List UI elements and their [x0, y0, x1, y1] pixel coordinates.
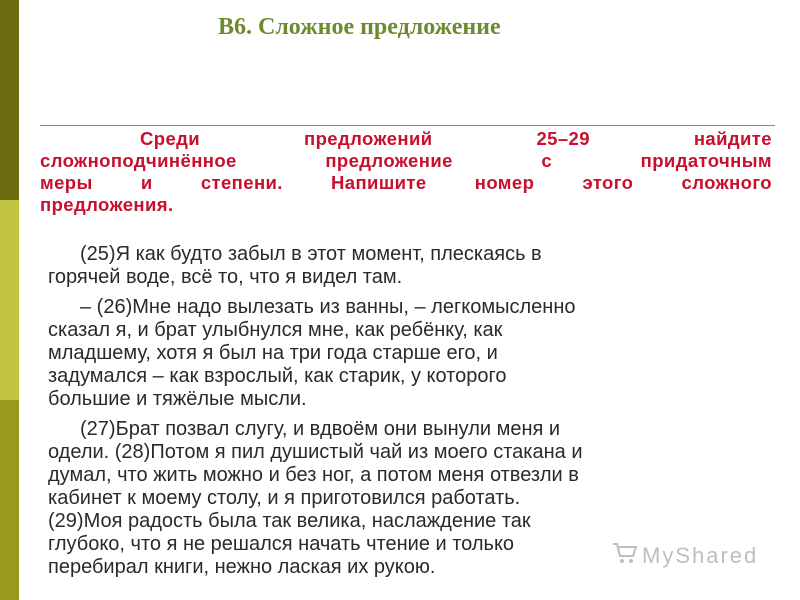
passage-line: кабинет к моему столу, и я приготовился работать.	[48, 487, 521, 509]
task-line-4	[40, 194, 772, 216]
passage-line: глубоко, что я не решался начать чтение и только	[48, 533, 515, 555]
task-word: 25–29	[536, 128, 590, 149]
task-text	[40, 128, 772, 216]
cart-icon	[612, 541, 638, 570]
task-word: Напишите	[331, 172, 427, 193]
task-word: предложение	[325, 150, 453, 171]
task-word: этого	[582, 172, 634, 193]
task-word: предложений	[304, 128, 433, 149]
text-passage	[48, 243, 778, 579]
task-word: предложения.	[40, 194, 174, 215]
task-word: Среди	[140, 128, 201, 149]
passage-line: – (26)Мне надо вылезать из ванны, – легкомысленно	[80, 296, 576, 318]
passage-line: младшему, хотя я был на три года старше его, и	[48, 342, 498, 364]
task-line-2	[40, 150, 772, 172]
task-word: меры	[40, 172, 93, 193]
passage-line: сказал я, и брат улыбнулся мне, как ребёнку, как	[48, 319, 503, 341]
task-word: степени.	[200, 172, 283, 193]
sidebar-segment-bottom	[0, 400, 19, 600]
task-word: номер	[474, 172, 535, 193]
task-line-1	[40, 128, 772, 150]
task-line-3	[40, 172, 772, 194]
passage-line: думал, что жить можно и без ног, а потом меня отвезли в	[48, 464, 579, 486]
slide-title: В6. Сложное предложение	[218, 14, 501, 40]
passage-line: (29)Моя радость была так велика, наслаждение так	[48, 510, 531, 532]
task-word: сложноподчинённое	[40, 150, 237, 171]
passage-line: (27)Брат позвал слугу, и вдвоём они вынули меня и	[80, 418, 561, 440]
watermark-text: MyShared	[642, 542, 759, 568]
task-word: с	[541, 150, 553, 171]
task-word: и	[140, 172, 153, 193]
passage-line: большие и тяжёлые мысли.	[48, 388, 307, 410]
sidebar-segment-top	[0, 0, 19, 200]
watermark	[612, 541, 758, 570]
passage-line: одели. (28)Потом я пил душистый чай из моего стакана и	[48, 441, 583, 463]
task-word: найдите	[693, 128, 772, 149]
task-word: придаточным	[640, 150, 772, 171]
sidebar-stripe	[0, 0, 19, 600]
title-divider	[40, 125, 775, 126]
passage-line: задумался – как взрослый, как старик, у которого	[48, 365, 507, 387]
task-word: сложного	[681, 172, 772, 193]
passage-line: перебирал книги, нежно лаская их рукою.	[48, 556, 436, 578]
passage-line: горячей воде, всё то, что я видел там.	[48, 266, 403, 288]
sidebar-segment-middle	[0, 200, 19, 400]
passage-line: (25)Я как будто забыл в этот момент, плескаясь в	[80, 243, 542, 265]
